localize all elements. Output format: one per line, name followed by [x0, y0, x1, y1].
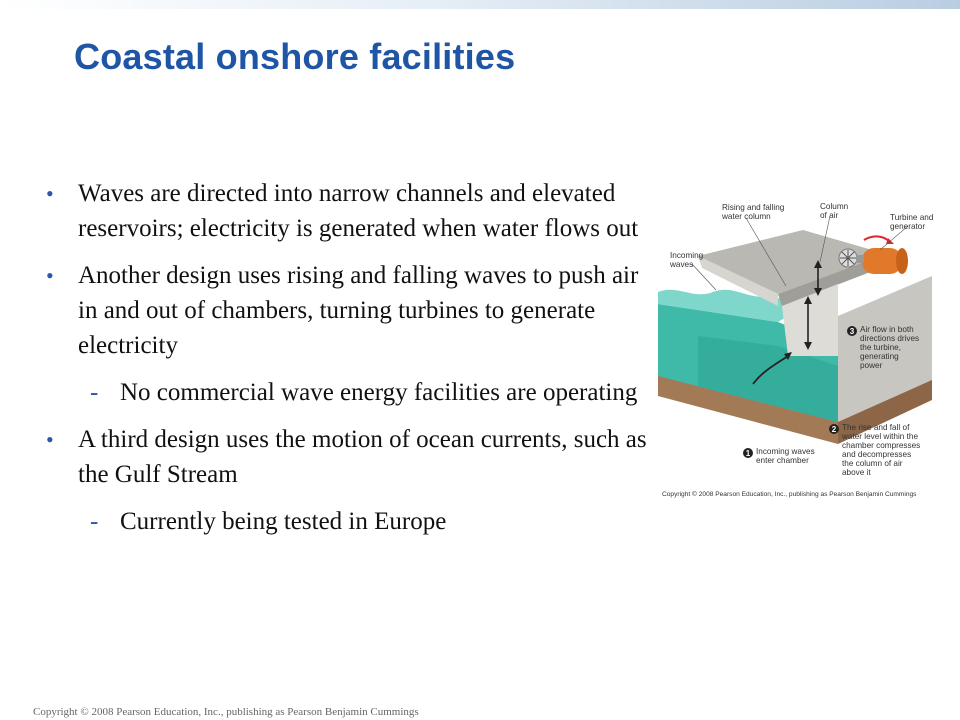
svg-text:the turbine,: the turbine, [860, 343, 901, 352]
bullet-text: A third design uses the motion of ocean currents, such as the Gulf Stream [78, 426, 647, 488]
sub-bullet-item [46, 504, 658, 539]
svg-text:Air flow in both: Air flow in both [860, 325, 914, 334]
top-accent-bar [0, 0, 960, 9]
svg-text:3: 3 [849, 327, 855, 336]
dash-icon: - [90, 508, 99, 535]
svg-text:power: power [860, 361, 883, 370]
dash-icon: - [90, 379, 99, 406]
svg-text:chamber compresses: chamber compresses [842, 441, 921, 450]
bullet-item [46, 422, 658, 492]
footer-copyright: Copyright © 2008 Pearson Education, Inc., publishing as Pearson Benjamin Cummings [33, 706, 419, 718]
svg-text:the column of air: the column of air [842, 459, 903, 468]
sub-bullet-item [46, 375, 658, 410]
svg-text:of air: of air [820, 211, 839, 220]
bullet-dot-icon: • [46, 181, 54, 206]
svg-text:Incoming: Incoming [670, 251, 704, 260]
svg-text:The rise and fall of: The rise and fall of [842, 423, 910, 432]
slide-title: Coastal onshore facilities [74, 36, 516, 77]
svg-text:2: 2 [831, 425, 837, 434]
svg-text:generating: generating [860, 352, 899, 361]
svg-text:Incoming waves: Incoming waves [756, 447, 815, 456]
svg-text:water column: water column [722, 212, 771, 221]
svg-text:and decompresses: and decompresses [842, 450, 912, 459]
svg-text:generator: generator [890, 222, 926, 231]
wave-energy-diagram [658, 196, 940, 502]
bullet-item [46, 258, 658, 363]
bullet-dot-icon: • [46, 427, 54, 452]
sub-bullet-text: Currently being tested in Europe [120, 508, 447, 535]
bullet-text: Another design uses rising and falling waves to push air in and out of chambers, turning turbines to generate electricity [78, 262, 639, 359]
svg-text:water level within the: water level within the [842, 432, 918, 441]
svg-text:Rising and falling: Rising and falling [722, 203, 785, 212]
svg-text:1: 1 [745, 449, 751, 458]
svg-text:above it: above it [842, 468, 871, 477]
svg-text:directions drives: directions drives [860, 334, 920, 343]
svg-text:enter chamber: enter chamber [756, 456, 809, 465]
svg-text:waves: waves [670, 260, 694, 269]
svg-text:Column: Column [820, 202, 849, 211]
svg-text:Turbine and: Turbine and [890, 213, 934, 222]
bullet-list [46, 176, 658, 551]
svg-text:Copyright © 2008 Pearson Educa: Copyright © 2008 Pearson Education, Inc., publishing as Pearson Benjamin Cummings [662, 491, 917, 498]
bullet-text: Waves are directed into narrow channels and elevated reservoirs; electricity is generated when water flows out [78, 180, 639, 242]
bullet-dot-icon: • [46, 263, 54, 288]
sub-bullet-text: No commercial wave energy facilities are operating [120, 379, 638, 406]
bullet-item [46, 176, 658, 246]
